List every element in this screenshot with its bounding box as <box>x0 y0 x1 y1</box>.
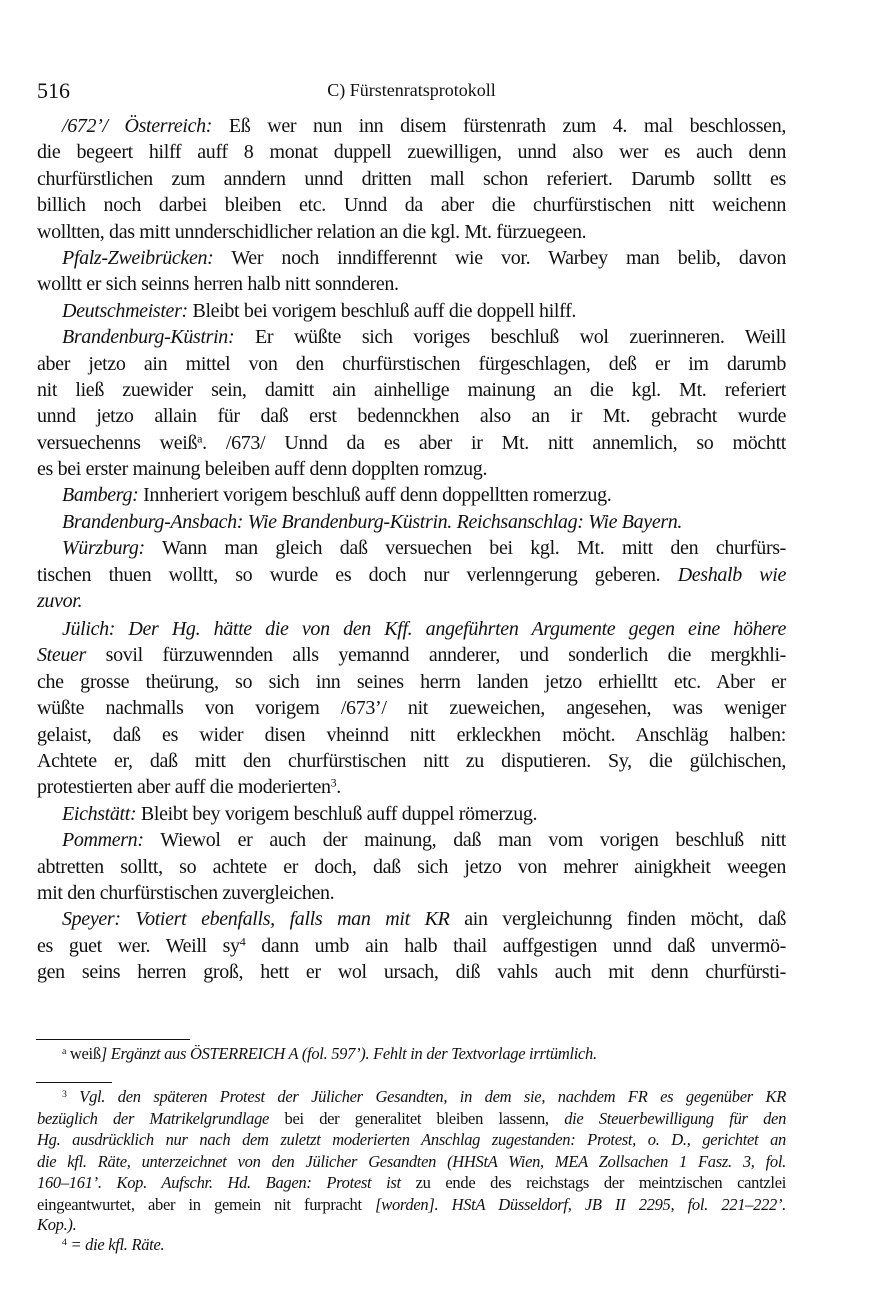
text: Achtete er, daß mitt den churfürstischen nitt zu disputieren. Sy, die gülchischen, <box>37 749 786 772</box>
text: abtretten solltt, so achtete er doch, daß sich jetzo von mehrer ainigkheit weegen <box>37 855 786 878</box>
text: aber jetzo ain mittel von den churfürstischen fürgeschlagen, deß er im darumb <box>37 352 786 375</box>
italic-text: Eichstätt: <box>62 802 137 825</box>
body-line <box>37 113 786 139</box>
body-line <box>37 801 786 827</box>
text: churfürstlichen zum anndern unnd dritten mall schon referiert. Darumb solltt es <box>37 167 786 190</box>
running-head: C) Fürstenratsprotokoll <box>327 80 496 100</box>
footnote-line <box>37 1151 786 1173</box>
italic-text: Hg. ausdrücklich nur nach dem zuletzt moderierten Anschlag zugestanden: Protest, o. D., gerichtet an <box>37 1130 786 1150</box>
text: Innheriert vorigem beschluß auff denn doppelltten romerzug. <box>138 484 612 507</box>
text: versuechenns weiß <box>37 431 198 454</box>
body-line <box>37 139 786 165</box>
text: Er wüßte sich voriges beschluß wol zuerinneren. Weill <box>234 326 786 349</box>
body-line <box>37 166 786 192</box>
body-line <box>37 403 786 429</box>
text: gen seins herren groß, hett er wol ursach, diß vahls auch mit denn churfürsti- <box>37 961 786 984</box>
footnote-reference: a <box>197 431 203 446</box>
italic-text: 160–161’. Kop. Aufschr. Hd. Bagen: Protest ist <box>37 1173 401 1193</box>
footnote-marker: a <box>62 1046 67 1058</box>
footnote-line <box>37 1086 786 1108</box>
text: mit den churfürstischen zuvergleichen. <box>37 881 335 904</box>
italic-text: Pfalz-Zweibrücken: <box>62 246 214 269</box>
body-line <box>37 351 786 377</box>
body-line <box>37 642 786 668</box>
body-text <box>37 113 786 986</box>
text: dann umb ain halb thail auffgestigen unnd daß unvermö- <box>245 934 786 957</box>
footnote-line <box>37 1108 786 1130</box>
footnote-marker: 3 <box>62 1089 67 1101</box>
text: Wann man gleich daß versuechen bei kgl. Mt. mitt den churfürs- <box>144 537 786 560</box>
text: tischen thuen wolltt, so wurde es doch nur verlenngerung geberen. <box>37 563 678 586</box>
body-line <box>37 669 786 695</box>
italic-text: Vgl. den späteren Protest der Jülicher Gesandten, in dem sie, nachdem FR es gegenüber KR <box>66 1087 786 1106</box>
footnote-reference: 4 <box>239 934 246 949</box>
body-line <box>37 219 786 245</box>
body-line <box>37 509 786 535</box>
text: protestierten aber auff die moderierten <box>37 776 331 799</box>
body-line <box>37 192 786 218</box>
body-line <box>37 377 786 403</box>
body-line <box>37 906 786 932</box>
italic-text: Pommern: <box>62 829 144 852</box>
text: Wer noch inndifferennt wie vor. Warbey man belib, davon <box>213 246 786 269</box>
footnote-marker: 4 <box>62 1236 67 1248</box>
text: wüßte nachmalls von vorigem /673’/ nit zueweichen, angesehen, was weniger <box>37 697 786 720</box>
text: Bleibt bei vorigem beschluß auff die doppell hilff. <box>187 299 577 322</box>
text: ain vergleichunng finden möcht, daß <box>449 908 786 931</box>
text: sovil fürzuwennden alls yemannd annderer, und sonderlich die mergkhli- <box>86 644 786 667</box>
textual-footnotes <box>37 1043 786 1065</box>
italic-text: zuvor. <box>37 590 83 613</box>
italic-text: Würzburg: <box>62 537 145 560</box>
text: . <box>336 776 341 799</box>
text: die begeert hilff auff 8 monat duppell zuewilligen, unnd also wer es auch denn <box>37 141 786 164</box>
italic-text: ] Ergänzt aus ÖSTERREICH A (fol. 597’). Fehlt in der Textvorlage irrtümlich. <box>100 1044 597 1063</box>
body-line <box>37 774 786 800</box>
italic-text: Speyer: Votiert ebenfalls, falls man mit KR <box>62 908 450 931</box>
italic-text: die kfl. Räte, unterzeichnet von den Jülicher Gesandten (HHStA Wien, MEA Zollsachen 1 Fasz. 3, fol. <box>37 1151 786 1171</box>
footnote-rule-textual <box>36 1039 190 1040</box>
text: eingeantwurtet, aber in gemein nit furpracht <box>37 1194 376 1214</box>
body-line <box>37 748 786 774</box>
body-line <box>37 456 786 482</box>
body-line <box>37 722 786 748</box>
italic-text: = die kfl. Räte. <box>66 1234 165 1254</box>
text: billich noch darbei bleiben etc. Unnd da aber die churfürstischen nitt weichenn <box>37 194 786 217</box>
text: es bei erster mainung beleiben auff denn dopplten romzug. <box>37 458 488 481</box>
text: gelaist, daß es wider disen vheinnd nitt erkleckhen möcht. Anschläg halben: <box>37 723 786 746</box>
text: wolltten, das mitt unnderschidlicher relation an die kgl. Mt. fürzuegeen. <box>37 220 587 243</box>
text: Eß wer nun inn disem fürstenrath zum 4. mal beschlossen, <box>212 115 786 137</box>
body-line <box>37 854 786 880</box>
footnote-line <box>37 1043 786 1065</box>
body-line <box>37 298 786 324</box>
text: weiß <box>66 1044 101 1063</box>
footnote-line <box>37 1172 786 1194</box>
body-line <box>37 588 786 616</box>
italic-text: bezüglich der Matrikelgrundlage <box>37 1108 270 1128</box>
footnote-line <box>37 1216 786 1234</box>
body-line <box>37 933 786 959</box>
page-number: 516 <box>37 78 70 103</box>
italic-text: Deshalb wie <box>677 563 786 586</box>
italic-text: /672’/ Österreich: <box>62 115 213 137</box>
italic-text: Kop.). <box>37 1214 77 1234</box>
body-line <box>37 616 786 642</box>
text: es guet wer. Weill sy <box>37 934 240 957</box>
text: . /673/ Unnd da es aber ir Mt. nitt annemlich, so möchtt <box>202 431 786 454</box>
italic-text: Jülich: Der Hg. hätte die von den Kff. angeführten Argumente gegen eine höhere <box>62 618 786 641</box>
italic-text: Brandenburg-Ansbach: Wie Brandenburg-Küstrin. Reichsanschlag: Wie Bayern. <box>62 510 683 533</box>
text: bei der generalitet bleiben lassenn, <box>269 1108 565 1128</box>
body-line <box>37 695 786 721</box>
text: zu ende des reichstags der meintzischen cantzlei <box>400 1173 786 1193</box>
body-line <box>37 271 786 297</box>
body-line <box>37 482 786 508</box>
body-line <box>37 880 786 906</box>
body-line <box>37 430 786 456</box>
footnote-reference: 3 <box>330 775 337 790</box>
body-line <box>37 562 786 588</box>
footnote-line <box>37 1194 786 1216</box>
footnote-line <box>37 1129 786 1151</box>
body-line <box>37 535 786 561</box>
text: unnd jetzo allain für daß erst bedennckhen also an ir Mt. gebracht wurde <box>37 405 786 428</box>
numbered-footnotes <box>37 1086 786 1255</box>
text: nit ließ zuewider sein, damitt ain ainhellige mainung an die kgl. Mt. referiert <box>37 378 786 401</box>
text: Wiewol er auch der mainung, daß man vom vorigen beschluß nitt <box>143 829 786 852</box>
italic-text: die Steuerbewilligung für den <box>564 1108 787 1128</box>
text: che grosse theürung, so sich inn seines herrn landen jetzo erhielltt etc. Aber er <box>37 670 786 693</box>
footnote-line <box>37 1234 786 1256</box>
body-line <box>37 827 786 853</box>
body-line <box>37 959 786 985</box>
text: wolltt er sich seinns herren halb nitt sonnderen. <box>37 273 399 296</box>
italic-text: Deutschmeister: <box>62 299 188 322</box>
footnote-rule-numbered <box>36 1082 112 1083</box>
text: Bleibt bey vorigem beschluß auff duppel römerzug. <box>136 802 538 825</box>
italic-text: Bamberg: <box>62 484 139 507</box>
italic-text: [worden]. HStA Düsseldorf, JB II 2295, fol. 221–222’. <box>375 1194 786 1214</box>
italic-text: Brandenburg-Küstrin: <box>62 326 235 349</box>
body-line <box>37 324 786 350</box>
italic-text: Steuer <box>37 644 86 667</box>
body-line <box>37 245 786 271</box>
